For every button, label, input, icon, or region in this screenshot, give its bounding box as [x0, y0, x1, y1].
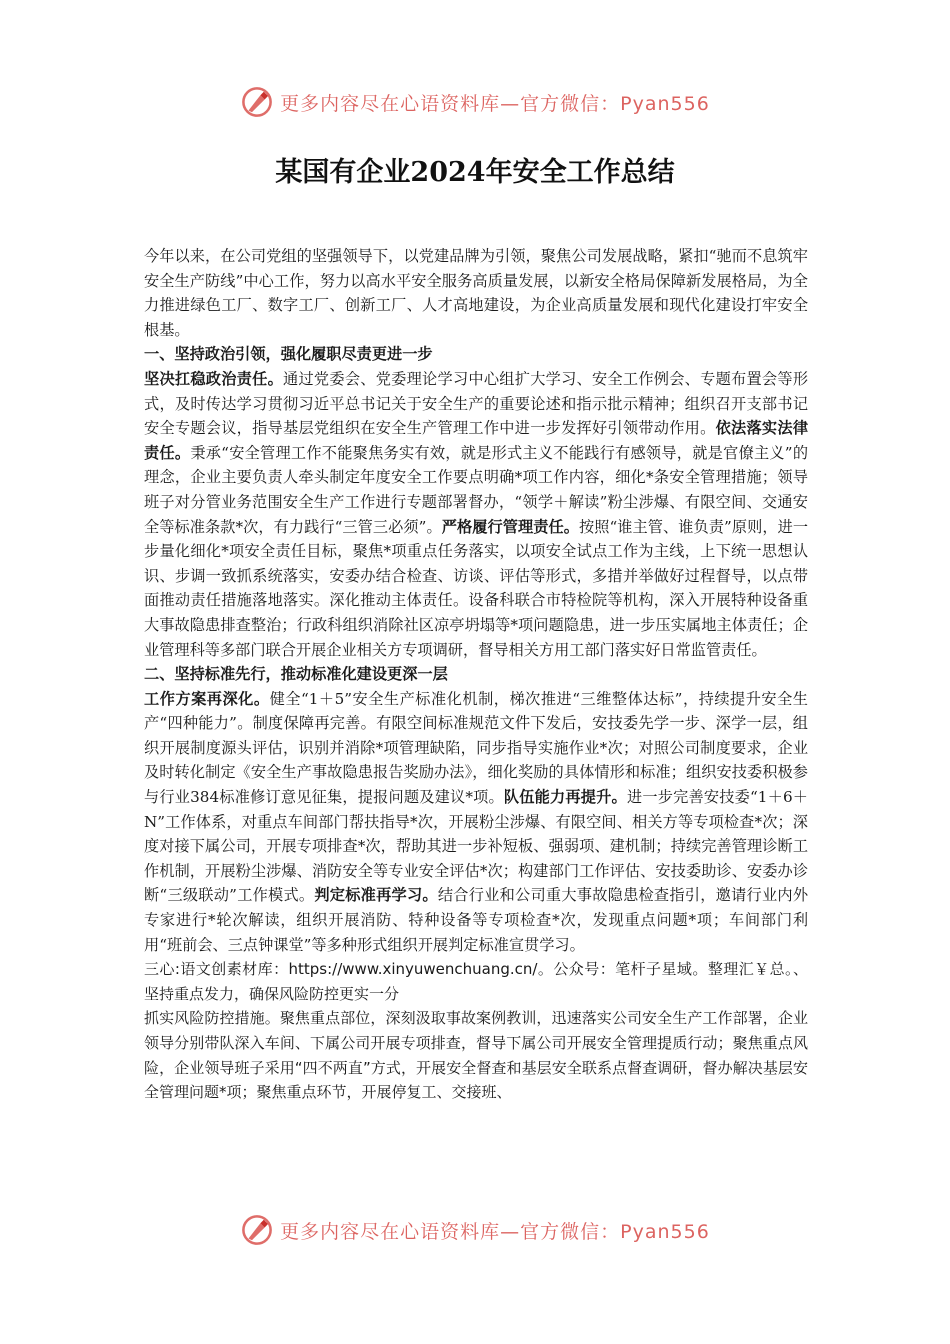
banner-text: 更多内容尽在心语资料库—官方微信：Pyan556	[280, 1220, 710, 1243]
section-2-text-2: 进一步完善安技委“1＋6＋N”工作体系，对重点车间部门帮扶指导*次，开展粉尘涉爆、有限空间、相关方等专项检查*次；深度对接下属公司，开展专项排查*次，帮助其进一步补短板、强弱项、建机制；持续完善管理诊断工作机制，开展粉尘涉爆、消防安全等专业安全评估*次；构建部门工作评估、安技委助诊、安委办诊断“三级联动”工作模式。	[144, 788, 808, 905]
section-1-heading: 一、坚持政治引领，强化履职尽责更进一步	[144, 345, 433, 364]
page-title: 某国有企业2024年安全工作总结	[275, 157, 675, 188]
banner-text: 更多内容尽在心语资料库—官方微信：Pyan556	[280, 92, 710, 115]
pen-nib-logo-icon	[240, 1213, 274, 1247]
section-2-text-3: 结合行业和公司重大事故隐患检查指引，邀请行业内外专家进行*轮次解读，组织开展消防、特种设备等专项检查*次，发现重点问题*项；车间部门利用“班前会、三点钟课堂”等多种形式组织开展判定标准宣贯学习。	[144, 886, 809, 954]
section-1-text-1: 通过党委会、党委理论学习中心组扩大学习、安全工作例会、专题布置会等形式，及时传达学习贯彻习近平总书记关于安全生产的重要论述和指示批示精神；组织召开支部书记安全专题会议，指导基层党组织在安全生产管理工作中进一步发挥好引领带动作用。	[144, 369, 809, 438]
intro-paragraph: 今年以来，在公司党组的坚强领导下，以党建品牌为引领，聚焦公司发展战略，紧扣“驰而不息筑牢安全生产防线”中心工作，努力以高水平安全服务高质量发展，以新安全格局保障新发展格局，为全力推进绿色工厂、数字工厂、创新工厂、人才高地建设，为企业高质量发展和现代化建设打牢安全根基。	[144, 247, 808, 339]
section-1-text-2: 秉承“安全管理工作不能聚焦务实有效，就是形式主义不能践行有感领导，就是官僚主义”的理念，企业主要负责人牵头制定年度安全工作要点明确*项工作内容，细化*条安全管理措施；领导班子对分管业务范围安全生产工作进行专题部署督办，“领学＋解读”粉尘涉爆、有限空间、交通安全等标准条款*次，有力践行“三管三必须”。	[144, 443, 809, 536]
section-2-lead-1: 工作方案再深化。	[144, 689, 270, 708]
section-2-lead-2: 队伍能力再提升。	[503, 788, 627, 807]
document-body	[144, 244, 808, 1105]
section-1-lead-2: 依法落实法律责任。	[144, 419, 809, 462]
section-2-text-1: 健全“1＋5”安全生产标准化机制，梯次推进“三维整体达标”，持续提升安全生产“四种能力”。制度保障再完善。有限空间标准规范文件下发后，安技委先学一步、深学一层，组织开展制度源头评估，识别并消除*项管理缺陷，同步指导实施作业*次；对照公司制度要求，企业及时转化制定《安全生产事故隐患报告奖励办法》，细化奖励的具体情形和标准；组织安技委积极参与行业384标准修订意见征集，提报问题及建议*项。	[144, 689, 808, 807]
header-banner	[0, 84, 950, 120]
section-3-paragraph: 抓实风险防控措施。聚焦重点部位，深刻汲取事故案例教训，迅速落实公司安全生产工作部署，企业领导分别带队深入车间、下属公司开展专项排查，督导下属公司开展安全管理提质行动；聚焦重点风险，企业领导班子采用“四不两直”方式，开展安全督查和基层安全联系点督查调研，督办解决基层安全管理问题*项；聚焦重点环节，开展停复工、交接班、	[144, 1009, 808, 1102]
section-1-text-3: 按照“谁主管、谁负责”原则，进一步量化细化*项安全责任目标，聚焦*项重点任务落实，以项安全试点工作为主线，上下统一思想认识、步调一致抓系统落实，安委办结合检查、访谈、评估等形式，多措并举做好过程督导，以点带面推动责任措施落地落实。深化推动主体责任。设备科联合市特检院等机构，深入开展特种设备重大事故隐患排查整治；行政科组织消除社区凉亭坍塌等*项问题隐患，进一步压实属地主体责任；企业管理科等多部门联合开展企业相关方专项调研，督导相关方用工部门落实好日常监管责任。	[144, 517, 809, 659]
pen-nib-logo-icon	[240, 85, 274, 119]
section-2-lead-3: 判定标准再学习。	[314, 886, 438, 905]
section-2-paragraph	[144, 687, 808, 958]
watermark-line: 三心:语文创素材库：https://www.xinyuwenchuang.cn/。公众号：笔杆子星域。整理汇￥总。、坚持重点发力，确保风险防控更实一分	[144, 960, 808, 1003]
section-1-lead-3: 严格履行管理责任。	[441, 517, 579, 536]
section-1-paragraph	[144, 367, 808, 662]
footer-banner	[0, 1212, 950, 1248]
section-2-heading: 二、坚持标准先行，推动标准化建设更深一层	[144, 665, 448, 684]
section-1-lead-1: 坚决扛稳政治责任。	[144, 369, 284, 388]
